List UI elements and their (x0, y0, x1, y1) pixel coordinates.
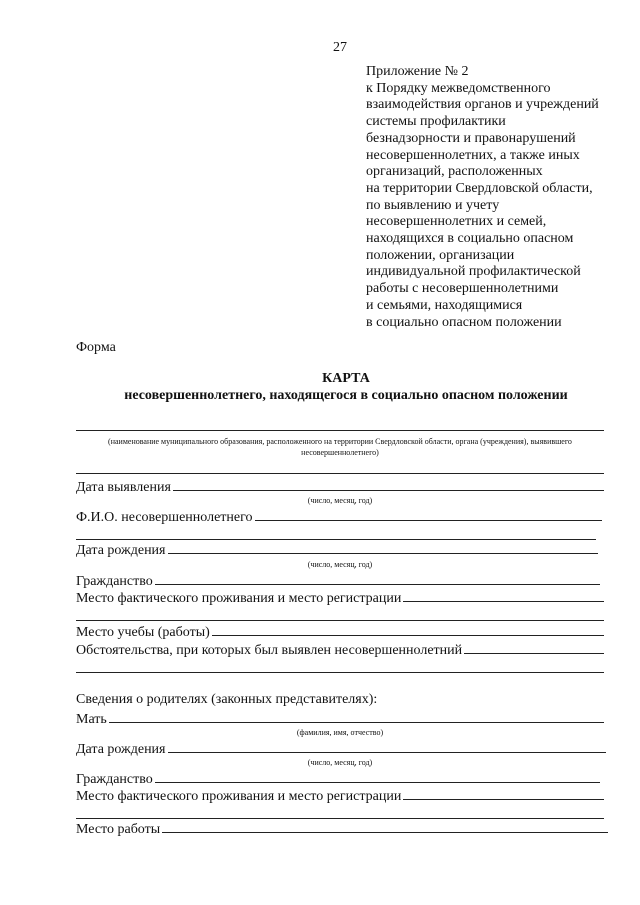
birth-date-field[interactable] (168, 541, 599, 554)
mother-residence-field[interactable] (403, 787, 604, 800)
mother-work-label: Место работы (76, 822, 161, 837)
page-number: 27 (333, 40, 347, 55)
appendix-line: несовершеннолетних и семей, (366, 214, 547, 230)
appendix-line: индивидуальной профилактической (366, 264, 581, 280)
circumstances-line-2[interactable] (76, 672, 604, 673)
circumstances-label: Обстоятельства, при которых был выявлен несовершеннолетний (76, 643, 463, 658)
minor-name-field[interactable] (255, 508, 602, 521)
appendix-line: несовершеннолетних, а также иных (366, 147, 580, 163)
detection-date-field[interactable] (173, 478, 604, 491)
org-name-line-2[interactable] (76, 473, 604, 474)
mother-residence-row (76, 787, 604, 805)
document-subtitle: несовершеннолетнего, находящегося в социально опасном положении (124, 388, 568, 403)
appendix-line: работы с несовершеннолетними (366, 281, 559, 297)
detection-date-hint: (число, месяц, год) (307, 496, 373, 505)
mother-name-hint: (фамилия, имя, отчество) (296, 728, 384, 737)
appendix-line: организаций, расположенных (366, 164, 543, 180)
citizenship-label: Гражданство (76, 574, 153, 589)
appendix-line: к Порядку межведомственного (366, 80, 551, 96)
org-name-hint: (наименование муниципального образования, расположенного на территории Свердловской области, органа (учреждения), выявившего несовершеннолетнего) (108, 437, 572, 457)
mother-work-field[interactable] (162, 820, 608, 833)
form-label: Форма (76, 340, 116, 355)
study-place-label: Место учебы (работы) (76, 625, 210, 640)
appendix-line: положении, организации (366, 247, 515, 263)
org-name-line[interactable] (76, 430, 604, 431)
mother-residence-line-2[interactable] (76, 818, 604, 819)
mother-birth-date-label: Дата рождения (76, 742, 166, 757)
appendix-line: и семьями, находящимися (366, 297, 523, 313)
appendix-line: безнадзорности и правонарушений (366, 130, 576, 146)
minor-name-line-2[interactable] (76, 539, 596, 540)
residence-label: Место фактического проживания и место регистрации (76, 591, 402, 606)
appendix-line: системы профилактики (366, 114, 506, 130)
mother-work-row (76, 820, 608, 838)
parents-heading: Сведения о родителях (законных представителях): (76, 692, 378, 707)
circumstances-field[interactable] (464, 641, 604, 654)
detection-date-label: Дата выявления (76, 480, 171, 495)
minor-name-row (76, 508, 602, 526)
appendix-line: взаимодействия органов и учреждений (366, 97, 599, 113)
citizenship-row (76, 572, 600, 590)
mother-citizenship-row (76, 770, 600, 788)
birth-date-row (76, 541, 598, 559)
appendix-header (366, 64, 626, 331)
appendix-line: Приложение № 2 (366, 64, 469, 79)
document-title: КАРТА (322, 371, 370, 386)
minor-name-label: Ф.И.О. несовершеннолетнего (76, 510, 253, 525)
mother-citizenship-label: Гражданство (76, 772, 153, 787)
mother-birth-date-hint: (число, месяц, год) (307, 758, 373, 767)
appendix-line: по выявлению и учету (366, 197, 500, 213)
mother-birth-date-field[interactable] (168, 740, 607, 753)
detection-date-row (76, 478, 604, 496)
study-place-field[interactable] (212, 623, 604, 636)
residence-line-2[interactable] (76, 620, 604, 621)
study-place-row (76, 623, 604, 641)
citizenship-field[interactable] (155, 572, 600, 585)
birth-date-hint: (число, месяц, год) (307, 560, 373, 569)
appendix-line: на территории Свердловской области, (366, 180, 593, 196)
mother-field[interactable] (109, 710, 604, 723)
residence-field[interactable] (403, 589, 604, 602)
circumstances-row (76, 641, 604, 659)
birth-date-label: Дата рождения (76, 543, 166, 558)
appendix-line: находящихся в социально опасном (366, 231, 574, 247)
mother-residence-label: Место фактического проживания и место регистрации (76, 789, 402, 804)
mother-label: Мать (76, 712, 107, 727)
mother-row (76, 710, 604, 728)
residence-row (76, 589, 604, 607)
mother-citizenship-field[interactable] (155, 770, 600, 783)
mother-birth-date-row (76, 740, 606, 758)
appendix-line: в социально опасном положении (366, 314, 562, 330)
